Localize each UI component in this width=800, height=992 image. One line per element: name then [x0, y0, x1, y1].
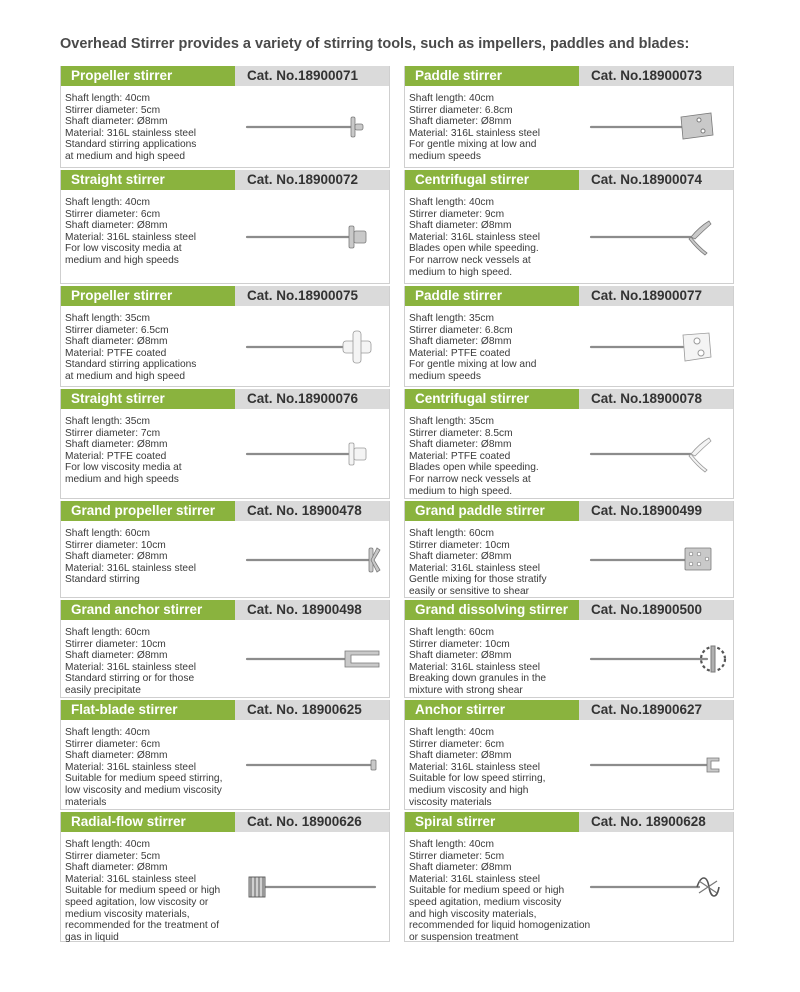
spec-line: Shaft diameter: Ø8mm	[409, 116, 512, 128]
product-name: Straight stirrer	[61, 389, 235, 409]
spec-line: Shaft diameter: Ø8mm	[409, 750, 512, 762]
spec-line: Material: 316L stainless steel	[409, 761, 540, 773]
spec-line: and high viscosity materials,	[409, 908, 537, 920]
spec-line: viscosity materials	[409, 796, 492, 808]
radial-stirrer-illustration	[243, 867, 383, 907]
product-name: Centrifugal stirrer	[405, 389, 579, 409]
product-spec-list	[65, 528, 255, 586]
product-card	[404, 501, 734, 598]
spec-line: medium and high speeds	[65, 473, 179, 485]
spec-line: Material: 316L stainless steel	[65, 127, 196, 139]
product-card	[60, 812, 390, 942]
spec-line: Stirrer diameter: 6.5cm	[65, 324, 169, 336]
product-spec-list	[409, 839, 599, 943]
spec-line: Shaft diameter: Ø8mm	[409, 551, 512, 563]
propeller-stirrer-illustration	[243, 107, 383, 147]
catalog-number: Cat. No.18900073	[579, 66, 733, 86]
product-spec-list	[65, 93, 255, 163]
spec-line: Blades open while speeding.	[409, 243, 539, 255]
product-header	[61, 501, 389, 521]
product-card	[404, 389, 734, 499]
spec-line: For narrow neck vessels at	[409, 254, 531, 266]
spec-line: Shaft length: 60cm	[65, 528, 150, 539]
spec-line: Standard stirring applications	[65, 139, 197, 151]
spec-line: Standard stirring	[65, 574, 140, 586]
spec-line: Standard stirring or for those	[65, 673, 195, 685]
product-name: Paddle stirrer	[405, 286, 579, 306]
spec-line: Stirrer diameter: 10cm	[409, 539, 510, 551]
product-card	[404, 286, 734, 387]
spec-line: Shaft diameter: Ø8mm	[409, 862, 512, 874]
spec-line: Material: PTFE coated	[409, 450, 511, 462]
product-name: Grand dissolving stirrer	[405, 600, 579, 620]
product-card	[404, 812, 734, 942]
spec-line: Shaft length: 60cm	[409, 528, 494, 539]
spec-line: Shaft diameter: Ø8mm	[65, 336, 168, 348]
spec-line: Material: PTFE coated	[409, 347, 511, 359]
spec-line: Standard stirring applications	[65, 359, 197, 371]
product-spec-list	[65, 197, 255, 267]
product-body	[61, 409, 389, 499]
spec-line: For low viscosity media at	[65, 243, 182, 255]
spec-line: Shaft length: 40cm	[65, 93, 150, 104]
spec-line: Material: 316L stainless steel	[409, 562, 540, 574]
spec-line: Stirrer diameter: 6cm	[65, 208, 161, 220]
spec-line: Shaft diameter: Ø8mm	[65, 551, 168, 563]
product-card	[404, 600, 734, 698]
spec-line: Material: 316L stainless steel	[409, 873, 540, 885]
product-card	[60, 700, 390, 810]
product-spec-list	[409, 93, 599, 163]
product-body	[405, 306, 733, 387]
product-name: Grand paddle stirrer	[405, 501, 579, 521]
catalog-number: Cat. No.18900072	[235, 170, 389, 190]
catalog-number: Cat. No.18900076	[235, 389, 389, 409]
product-header	[61, 700, 389, 720]
product-header	[61, 286, 389, 306]
spec-line: Material: 316L stainless steel	[409, 127, 540, 139]
spec-line: Shaft diameter: Ø8mm	[65, 650, 168, 662]
page-intro: Overhead Stirrer provides a variety of stirring tools, such as impellers, paddles and blades:	[60, 36, 690, 52]
product-body	[61, 720, 389, 810]
product-spec-list	[409, 197, 599, 278]
paddle-stirrer-illustration	[587, 107, 727, 147]
product-header	[61, 600, 389, 620]
spec-line: Stirrer diameter: 7cm	[65, 427, 161, 439]
product-body	[61, 832, 389, 942]
spec-line: Stirrer diameter: 10cm	[65, 539, 166, 551]
spec-line: Shaft diameter: Ø8mm	[65, 116, 168, 128]
spec-line: Stirrer diameter: 5cm	[65, 104, 161, 116]
spec-line: For gentle mixing at low and	[409, 139, 537, 151]
product-header	[405, 66, 733, 86]
catalog-number: Cat. No. 18900625	[235, 700, 389, 720]
spec-line: Shaft length: 35cm	[409, 313, 494, 324]
spec-line: low viscosity and medium viscosity	[65, 784, 222, 796]
product-name: Grand propeller stirrer	[61, 501, 235, 521]
product-body	[61, 521, 389, 598]
spec-line: Breaking down granules in the	[409, 673, 547, 685]
spec-line: medium to high speed.	[409, 266, 513, 278]
spec-line: Suitable for medium speed stirring,	[65, 773, 223, 785]
catalog-number: Cat. No. 18900478	[235, 501, 389, 521]
product-card	[404, 700, 734, 810]
product-name: Straight stirrer	[61, 170, 235, 190]
spec-line: mixture with strong shear	[409, 684, 523, 696]
spec-line: materials	[65, 796, 107, 808]
product-spec-list	[65, 313, 255, 383]
spec-line: Material: 316L stainless steel	[409, 661, 540, 673]
catalog-number: Cat. No.18900627	[579, 700, 733, 720]
catalog-row	[60, 66, 734, 170]
product-body	[61, 620, 389, 698]
spec-line: For narrow neck vessels at	[409, 473, 531, 485]
catalog-number: Cat. No. 18900628	[579, 812, 733, 832]
spec-line: speed agitation, medium viscosity	[409, 896, 562, 908]
spec-line: Shaft length: 35cm	[65, 313, 150, 324]
product-body	[61, 86, 389, 168]
catalog-number: Cat. No. 18900498	[235, 600, 389, 620]
straight-stirrer-illustration	[243, 217, 383, 257]
product-header	[61, 389, 389, 409]
product-name: Radial-flow stirrer	[61, 812, 235, 832]
spec-line: Material: PTFE coated	[65, 347, 167, 359]
spec-line: Shaft length: 35cm	[65, 416, 150, 427]
spec-line: Material: PTFE coated	[65, 450, 167, 462]
catalog-number: Cat. No.18900499	[579, 501, 733, 521]
product-name: Propeller stirrer	[61, 66, 235, 86]
spec-line: Material: 316L stainless steel	[65, 761, 196, 773]
product-spec-list	[65, 727, 255, 808]
product-spec-list	[409, 627, 599, 697]
product-card	[60, 389, 390, 499]
spec-line: Stirrer diameter: 8.5cm	[409, 427, 513, 439]
catalog-row	[60, 170, 734, 286]
spec-line: Stirrer diameter: 5cm	[409, 850, 505, 862]
straight-stirrer-illustration	[243, 434, 383, 474]
product-body	[61, 306, 389, 387]
spec-line: Stirrer diameter: 9cm	[409, 208, 505, 220]
catalog-number: Cat. No.18900077	[579, 286, 733, 306]
product-card	[60, 501, 390, 598]
product-spec-list	[409, 313, 599, 383]
spec-line: Shaft length: 40cm	[65, 839, 150, 850]
product-spec-list	[409, 528, 599, 598]
spiral-stirrer-illustration	[587, 867, 727, 907]
grandpaddle-stirrer-illustration	[587, 540, 727, 580]
spec-line: Shaft length: 60cm	[409, 627, 494, 638]
product-header	[405, 812, 733, 832]
product-body	[405, 720, 733, 810]
product-name: Propeller stirrer	[61, 286, 235, 306]
product-header	[405, 501, 733, 521]
spec-line: gas in liquid	[65, 931, 119, 943]
catalog-row	[60, 389, 734, 501]
spec-line: Shaft length: 35cm	[409, 416, 494, 427]
product-header	[405, 286, 733, 306]
product-name: Grand anchor stirrer	[61, 600, 235, 620]
product-body	[405, 409, 733, 499]
product-header	[61, 812, 389, 832]
spec-line: Shaft length: 60cm	[65, 627, 150, 638]
product-spec-list	[65, 627, 255, 697]
product-body	[405, 190, 733, 284]
spec-line: Shaft diameter: Ø8mm	[65, 750, 168, 762]
spec-line: Shaft diameter: Ø8mm	[409, 650, 512, 662]
product-name: Spiral stirrer	[405, 812, 579, 832]
spec-line: recommended for liquid homogenization	[409, 920, 591, 932]
product-card	[60, 170, 390, 284]
spec-line: Stirrer diameter: 6.8cm	[409, 104, 513, 116]
spec-line: For gentle mixing at low and	[409, 359, 537, 371]
product-header	[405, 170, 733, 190]
spec-line: Material: 316L stainless steel	[65, 562, 196, 574]
spec-line: Shaft diameter: Ø8mm	[409, 336, 512, 348]
anchor-stirrer-illustration	[587, 745, 727, 785]
spec-line: Blades open while speeding.	[409, 462, 539, 474]
catalog-number: Cat. No. 18900626	[235, 812, 389, 832]
product-body	[405, 832, 733, 942]
catalog-row	[60, 600, 734, 700]
catalog-number: Cat. No.18900075	[235, 286, 389, 306]
centrifugal-stirrer-illustration	[587, 434, 727, 474]
catalog-row	[60, 501, 734, 600]
spec-line: Stirrer diameter: 10cm	[409, 638, 510, 650]
product-header	[61, 170, 389, 190]
product-card	[404, 170, 734, 284]
spec-line: Shaft length: 40cm	[65, 727, 150, 738]
spec-line: medium viscosity and high	[409, 784, 529, 796]
spec-line: Suitable for medium speed or high	[65, 885, 221, 897]
spec-line: medium speeds	[409, 150, 481, 162]
spec-line: Stirrer diameter: 6cm	[409, 738, 505, 750]
product-header	[405, 700, 733, 720]
spec-line: Shaft length: 40cm	[409, 727, 494, 738]
spec-line: Stirrer diameter: 5cm	[65, 850, 161, 862]
catalog-row	[60, 700, 734, 812]
spec-line: speed agitation, low viscosity or	[65, 896, 209, 908]
spec-line: easily or sensitive to shear	[409, 585, 530, 597]
product-card	[404, 66, 734, 168]
dissolving-stirrer-illustration	[587, 639, 727, 679]
product-name: Paddle stirrer	[405, 66, 579, 86]
catalog-row	[60, 812, 734, 944]
spec-line: at medium and high speed	[65, 370, 186, 382]
spec-line: Shaft length: 40cm	[409, 839, 494, 850]
spec-line: Suitable for medium speed or high	[409, 885, 565, 897]
spec-line: Material: 316L stainless steel	[409, 231, 540, 243]
propeller-stirrer-illustration	[243, 327, 383, 367]
spec-line: Shaft length: 40cm	[409, 93, 494, 104]
spec-line: Stirrer diameter: 6.8cm	[409, 324, 513, 336]
spec-line: Material: 316L stainless steel	[65, 873, 196, 885]
spec-line: Shaft diameter: Ø8mm	[65, 862, 168, 874]
product-name: Flat-blade stirrer	[61, 700, 235, 720]
grandanchor-stirrer-illustration	[243, 639, 383, 679]
product-body	[405, 620, 733, 698]
spec-line: or suspension treatment	[409, 931, 519, 943]
spec-line: medium and high speeds	[65, 254, 179, 266]
grandpropeller-stirrer-illustration	[243, 540, 383, 580]
product-name: Centrifugal stirrer	[405, 170, 579, 190]
product-spec-list	[409, 416, 599, 497]
spec-line: Gentle mixing for those stratify	[409, 574, 547, 586]
spec-line: Shaft diameter: Ø8mm	[65, 220, 168, 232]
spec-line: medium to high speed.	[409, 485, 513, 497]
spec-line: Shaft length: 40cm	[65, 197, 150, 208]
catalog-number: Cat. No.18900074	[579, 170, 733, 190]
catalog-number: Cat. No.18900500	[579, 600, 733, 620]
product-card	[60, 286, 390, 387]
spec-line: recommended for the treatment of	[65, 920, 220, 932]
product-card	[60, 66, 390, 168]
product-body	[405, 521, 733, 598]
spec-line: Suitable for low speed stirring,	[409, 773, 546, 785]
spec-line: at medium and high speed	[65, 150, 186, 162]
spec-line: Shaft length: 40cm	[409, 197, 494, 208]
spec-line: easily precipitate	[65, 684, 141, 696]
product-name: Anchor stirrer	[405, 700, 579, 720]
product-spec-list	[65, 839, 255, 943]
catalog-number: Cat. No.18900078	[579, 389, 733, 409]
product-body	[61, 190, 389, 284]
spec-line: Shaft diameter: Ø8mm	[65, 439, 168, 451]
product-spec-list	[409, 727, 599, 808]
spec-line: medium speeds	[409, 370, 481, 382]
spec-line: Material: 316L stainless steel	[65, 661, 196, 673]
product-spec-list	[65, 416, 255, 486]
spec-line: For low viscosity media at	[65, 462, 182, 474]
product-header	[405, 389, 733, 409]
spec-line: Material: 316L stainless steel	[65, 231, 196, 243]
centrifugal-stirrer-illustration	[587, 217, 727, 257]
catalog-number: Cat. No.18900071	[235, 66, 389, 86]
product-header	[61, 66, 389, 86]
product-header	[405, 600, 733, 620]
flatblade-stirrer-illustration	[243, 745, 383, 785]
spec-line: Shaft diameter: Ø8mm	[409, 220, 512, 232]
catalog-row	[60, 286, 734, 389]
spec-line: Shaft diameter: Ø8mm	[409, 439, 512, 451]
paddle-stirrer-illustration	[587, 327, 727, 367]
spec-line: medium viscosity materials,	[65, 908, 190, 920]
product-body	[405, 86, 733, 168]
product-card	[60, 600, 390, 698]
spec-line: Stirrer diameter: 10cm	[65, 638, 166, 650]
spec-line: Stirrer diameter: 6cm	[65, 738, 161, 750]
